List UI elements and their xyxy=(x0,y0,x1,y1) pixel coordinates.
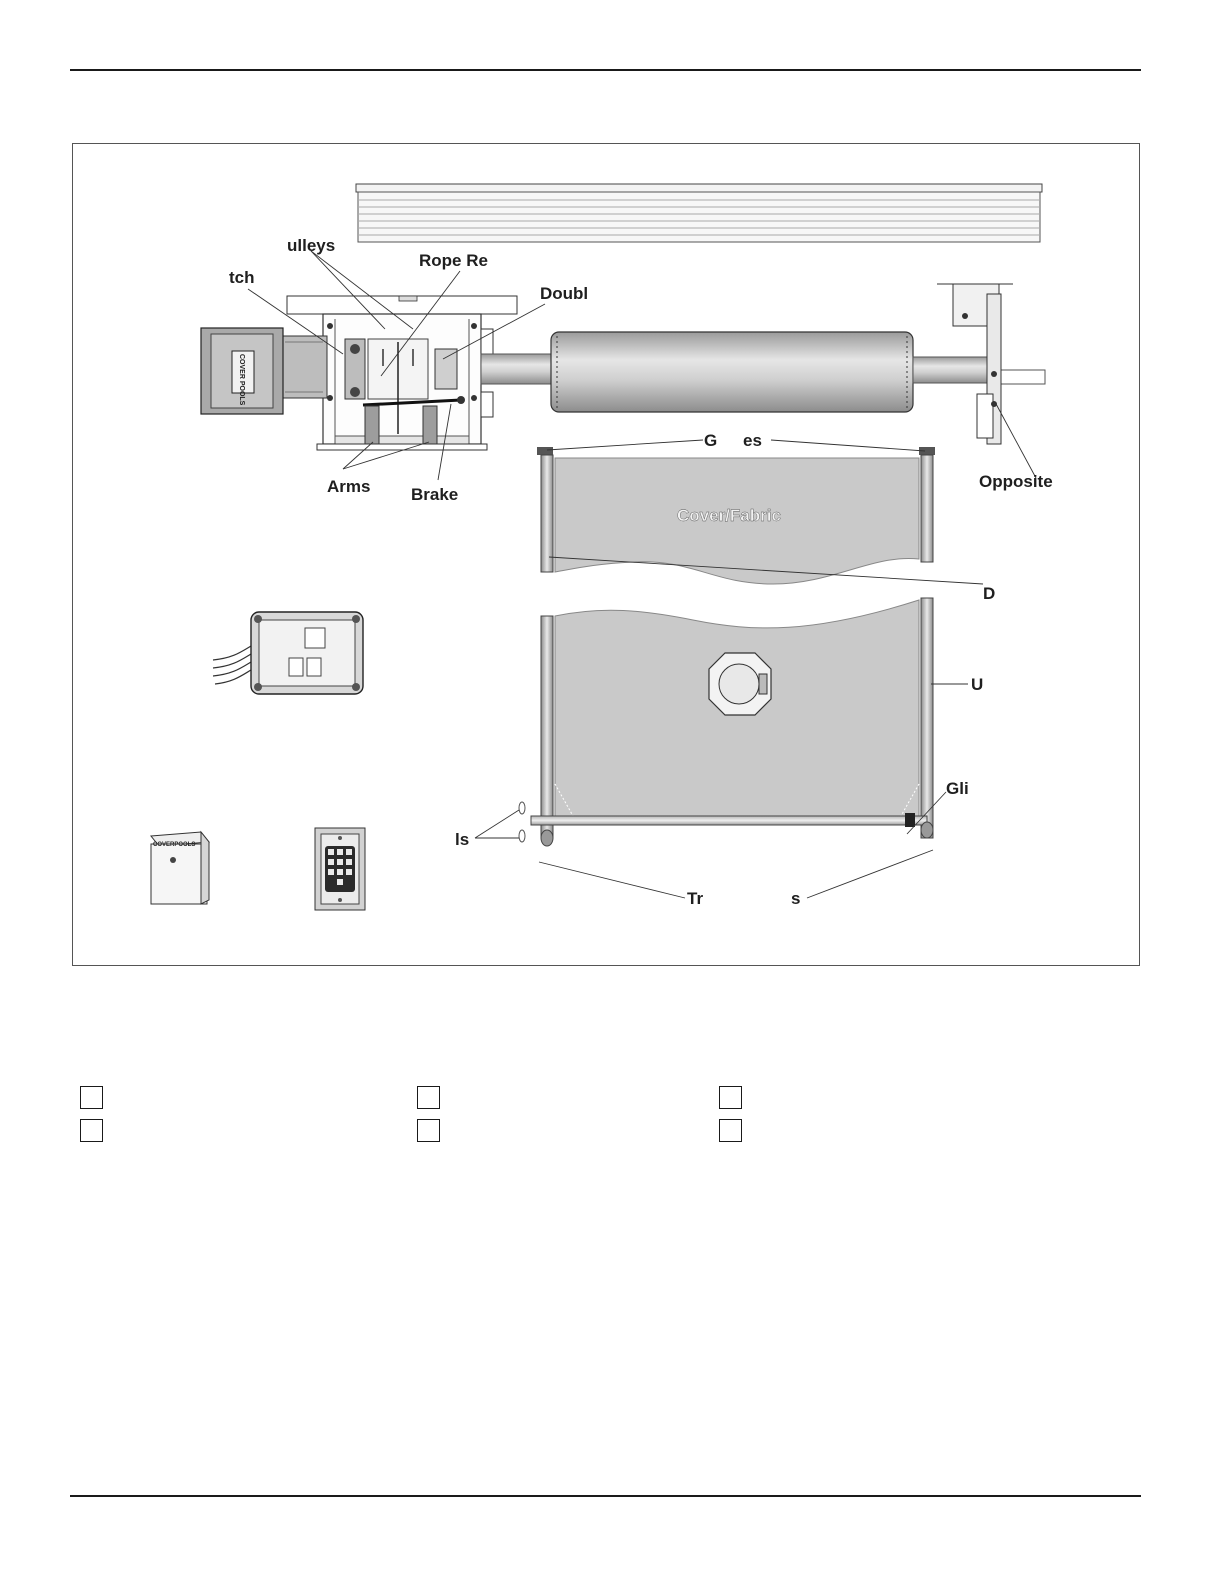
label-opposite: Opposite xyxy=(979,472,1053,491)
label-double: Doubl xyxy=(540,284,589,303)
checklist-box-r1c3[interactable] xyxy=(719,1086,742,1109)
label-guides: G xyxy=(704,431,718,450)
parts-diagram-frame xyxy=(72,143,1140,966)
label-pulleys: ulleys xyxy=(287,236,336,255)
cover-fabric-bottom xyxy=(519,598,933,846)
roller-tube xyxy=(481,332,1045,412)
keypad xyxy=(315,828,365,910)
motor-housing-text: COVER POOLS xyxy=(238,354,245,406)
checklist-box-r2c3[interactable] xyxy=(719,1119,742,1142)
key-switch xyxy=(151,832,209,904)
lid-panel xyxy=(356,184,1042,242)
checklist-box-r2c1[interactable] xyxy=(80,1119,103,1142)
label-gli: Gli xyxy=(946,779,969,798)
label-arms: Arms xyxy=(327,477,371,496)
footer-rule xyxy=(70,1495,1141,1497)
label-rope-reel: Rope Re xyxy=(419,251,488,270)
label-ls: ls xyxy=(455,830,470,849)
header-rule xyxy=(70,69,1141,71)
checklist-box-r1c1[interactable] xyxy=(80,1086,103,1109)
label-d: D xyxy=(983,584,996,603)
checklist-box-r1c2[interactable] xyxy=(417,1086,440,1109)
key-switch-text: COVERPOOLS xyxy=(153,842,196,848)
label-tr: Tr xyxy=(687,889,704,908)
parts-diagram xyxy=(73,144,1141,967)
label-cover-fabric: Cover/Fabric xyxy=(677,506,781,525)
motor xyxy=(201,328,327,414)
label-s: s xyxy=(791,889,801,908)
label-latch: tch xyxy=(229,268,255,287)
label-guides-tail: es xyxy=(743,431,762,450)
label-brake: Brake xyxy=(411,485,459,504)
control-box xyxy=(213,612,363,694)
label-u: U xyxy=(971,675,984,694)
checklist-box-r2c2[interactable] xyxy=(417,1119,440,1142)
